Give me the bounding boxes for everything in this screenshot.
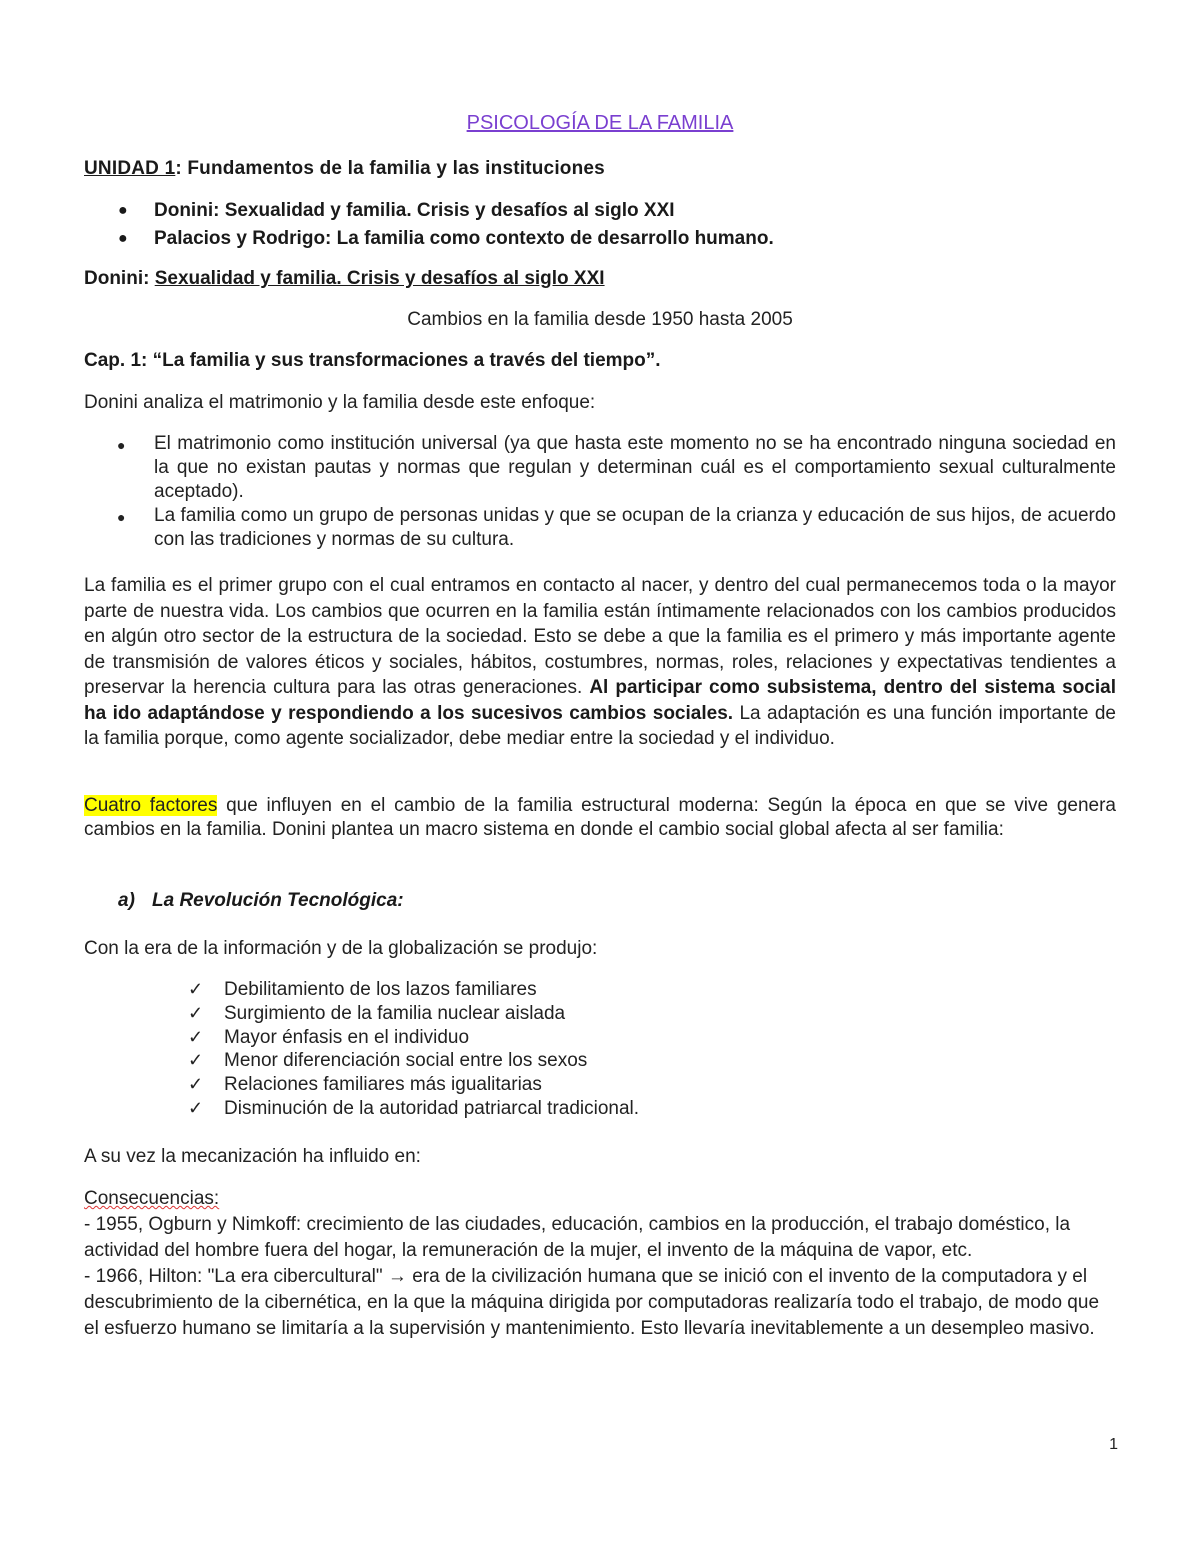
list-item: ✓ Debilitamiento de los lazos familiares bbox=[188, 979, 537, 1000]
check-icon: ✓ bbox=[188, 979, 204, 999]
tech-intro: Con la era de la información y de la globalización se produjo: bbox=[84, 938, 598, 959]
bullet-icon: ● bbox=[118, 230, 128, 247]
list-item: ● Palacios y Rodrigo: La familia como contexto de desarrollo humano. bbox=[118, 228, 774, 249]
list-item: ✓ Mayor énfasis en el individuo bbox=[188, 1026, 470, 1048]
intro-text: Donini analiza el matrimonio y la familia desde este enfoque: bbox=[84, 392, 596, 413]
list-item: ● La familia como un grupo de personas unidas y que se ocupan de la crianza y educación de sus hijos, de acuerdo con las tradiciones y normas de su cultura. bbox=[117, 505, 1116, 550]
chapter-heading: Cap. 1: “La familia y sus transformaciones a través del tiempo”. bbox=[84, 350, 661, 371]
subtitle: Cambios en la familia desde 1950 hasta 2005 bbox=[407, 309, 793, 330]
list-item: ✓ Disminución de la autoridad patriarcal tradicional. bbox=[188, 1097, 640, 1119]
paragraph-factors: Cuatro factores que influyen en el cambio de la familia estructural moderna: Según la época en que se vive genera cambios en la familia. Donini plantea un macro sistema en donde el cambio social global afecta al ser familia: bbox=[84, 795, 1116, 840]
list-item: ✓ Relaciones familiares más igualitarias bbox=[188, 1074, 542, 1096]
bullet-icon: ● bbox=[117, 437, 126, 453]
list-item: ✓ Surgimiento de la familia nuclear aislada bbox=[188, 1002, 566, 1024]
consequences-block: Consecuencias: - 1955, Ogburn y Nimkoff: crecimiento de las ciudades, educación, cambios en la producción, el trabajo doméstico, la actividad del hombre fuera del hogar, la remuneración de la mujer, el invento de la máquina de vapor, etc. - 1966, Hilton: "La era cibercultural" → era de la civilización humana que se inició con el invento de la computadora y el descubrimiento de la cibernética, en la que la máquina dirigida por computadoras realizaría todo el trabajo, de modo que el esfuerzo humano se limitaría a la supervisión y mantenimiento. Esto llevaría inevitablemente a un desempleo masivo. bbox=[84, 1186, 1116, 1342]
factor-a-heading: a) La Revolución Tecnológica: bbox=[118, 890, 404, 911]
page-number: 1 bbox=[1109, 1436, 1118, 1453]
mechanization-text: A su vez la mecanización ha influido en: bbox=[84, 1146, 421, 1167]
arrow-right-icon: → bbox=[387, 1266, 407, 1287]
bullet-icon: ● bbox=[118, 202, 128, 219]
toc-list bbox=[84, 199, 1116, 251]
list-item: ✓ Menor diferenciación social entre los sexos bbox=[188, 1050, 588, 1072]
unit-heading: UNIDAD 1: Fundamentos de la familia y las instituciones bbox=[84, 158, 605, 179]
tech-consequences-list bbox=[84, 978, 1116, 1121]
list-item: ● El matrimonio como institución universal (ya que hasta este momento no se ha encontrado ninguna sociedad en la que no existan pautas y normas que regulan y determinan cuál es el comportamiento sexual culturalmente aceptado). bbox=[117, 433, 1116, 502]
check-icon: ✓ bbox=[188, 1002, 204, 1023]
approach-list bbox=[84, 432, 1116, 552]
consequence-hilton: - 1966, Hilton: "La era cibercultural" → era de la civilización humana que se inició con el invento de la computadora y el descubrimiento de la cibernética, en la que la máquina dirigida por computadoras realizaría todo el trabajo, de modo que el esfuerzo humano se limitaría a la supervisión y mantenimiento. Esto llevaría inevitablemente a un desempleo masivo. bbox=[84, 1266, 1100, 1339]
bullet-icon: ● bbox=[117, 509, 126, 525]
check-icon: ✓ bbox=[188, 1097, 204, 1118]
list-item: ● Donini: Sexualidad y familia. Crisis y desafíos al siglo XXI bbox=[118, 200, 675, 221]
section-heading: Donini: Sexualidad y familia. Crisis y desafíos al siglo XXI bbox=[84, 268, 605, 289]
paragraph-family: La familia es el primer grupo con el cual entramos en contacto al nacer, y dentro del cual permanecemos toda o la mayor parte de nuestra vida. Los cambios que ocurren en la familia están íntimamente relacionados con los cambios producidos en algún otro sector de la estructura de la sociedad. Esto se debe a que la familia es el primero y más importante agente de transmisión de valores éticos y sociales, hábitos, costumbres, normas, roles, relaciones y expectativas tendientes a preservar la herencia cultura para las otras generaciones. Al participar como subsistema, dentro del sistema social ha ido adaptándose y respondiendo a los sucesivos cambios sociales. La adaptación es una función importante de la familia porque, como agente socializador, debe mediar entre la sociedad y el individuo. bbox=[84, 575, 1116, 749]
document-title: PSICOLOGÍA DE LA FAMILIA bbox=[466, 112, 734, 134]
check-icon: ✓ bbox=[188, 1074, 204, 1095]
check-icon: ✓ bbox=[188, 1026, 204, 1047]
check-icon: ✓ bbox=[188, 1050, 204, 1071]
